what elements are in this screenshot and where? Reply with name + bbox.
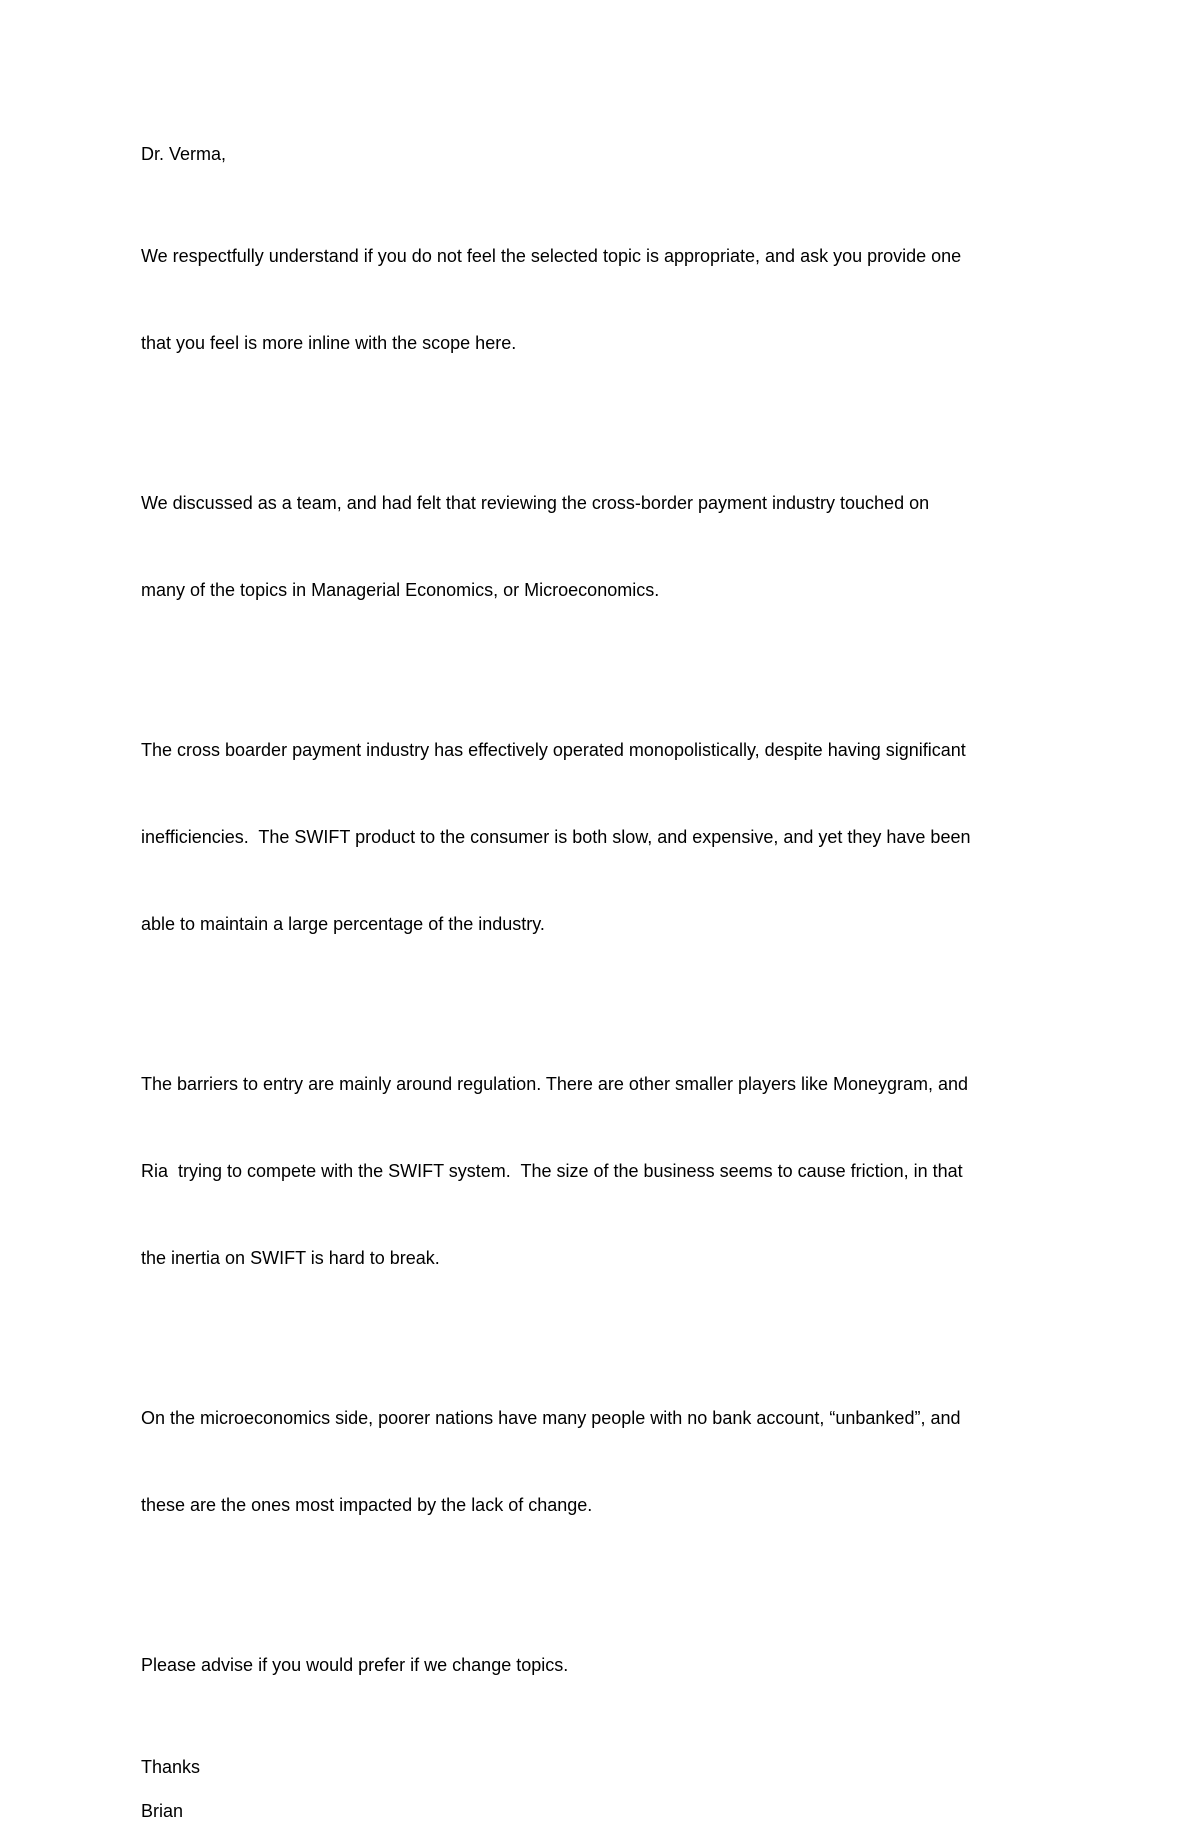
paragraph-line: these are the ones most impacted by the lack of change.: [141, 1495, 593, 1515]
letter-body: [141, 140, 1061, 1841]
paragraph-2: [141, 431, 1061, 663]
paragraph-line: many of the topics in Managerial Economics, or Microeconomics.: [141, 580, 660, 600]
paragraph-line: able to maintain a large percentage of the industry.: [141, 914, 545, 934]
paragraph-line: the inertia on SWIFT is hard to break.: [141, 1248, 440, 1268]
paragraph-line: On the microeconomics side, poorer nations have many people with no bank account, “unbanked”, and: [141, 1408, 961, 1428]
paragraph-line: Ria trying to compete with the SWIFT system. The size of the business seems to cause friction, in that: [141, 1161, 963, 1181]
signature: Brian: [141, 1801, 184, 1821]
closing: Thanks: [141, 1757, 201, 1777]
paragraph-4: [141, 1012, 1061, 1331]
paragraph-line: The cross boarder payment industry has effectively operated monopolistically, despite having significant: [141, 740, 966, 760]
paragraph-1: [141, 184, 1061, 416]
paragraph-line: Please advise if you would prefer if we change topics.: [141, 1655, 569, 1675]
paragraph-line: We respectfully understand if you do not feel the selected topic is appropriate, and ask you provide one: [141, 246, 962, 266]
paragraph-line: that you feel is more inline with the scope here.: [141, 333, 517, 353]
salutation: Dr. Verma,: [141, 144, 227, 164]
paragraph-6: [141, 1593, 1061, 1738]
paragraph-3: [141, 678, 1061, 997]
paragraph-line: The barriers to entry are mainly around regulation. There are other smaller players like Moneygram, and: [141, 1074, 969, 1094]
paragraph-line: inefficiencies. The SWIFT product to the consumer is both slow, and expensive, and yet they have been: [141, 827, 971, 847]
paragraph-line: We discussed as a team, and had felt that reviewing the cross-border payment industry touched on: [141, 493, 930, 513]
paragraph-5: [141, 1346, 1061, 1578]
